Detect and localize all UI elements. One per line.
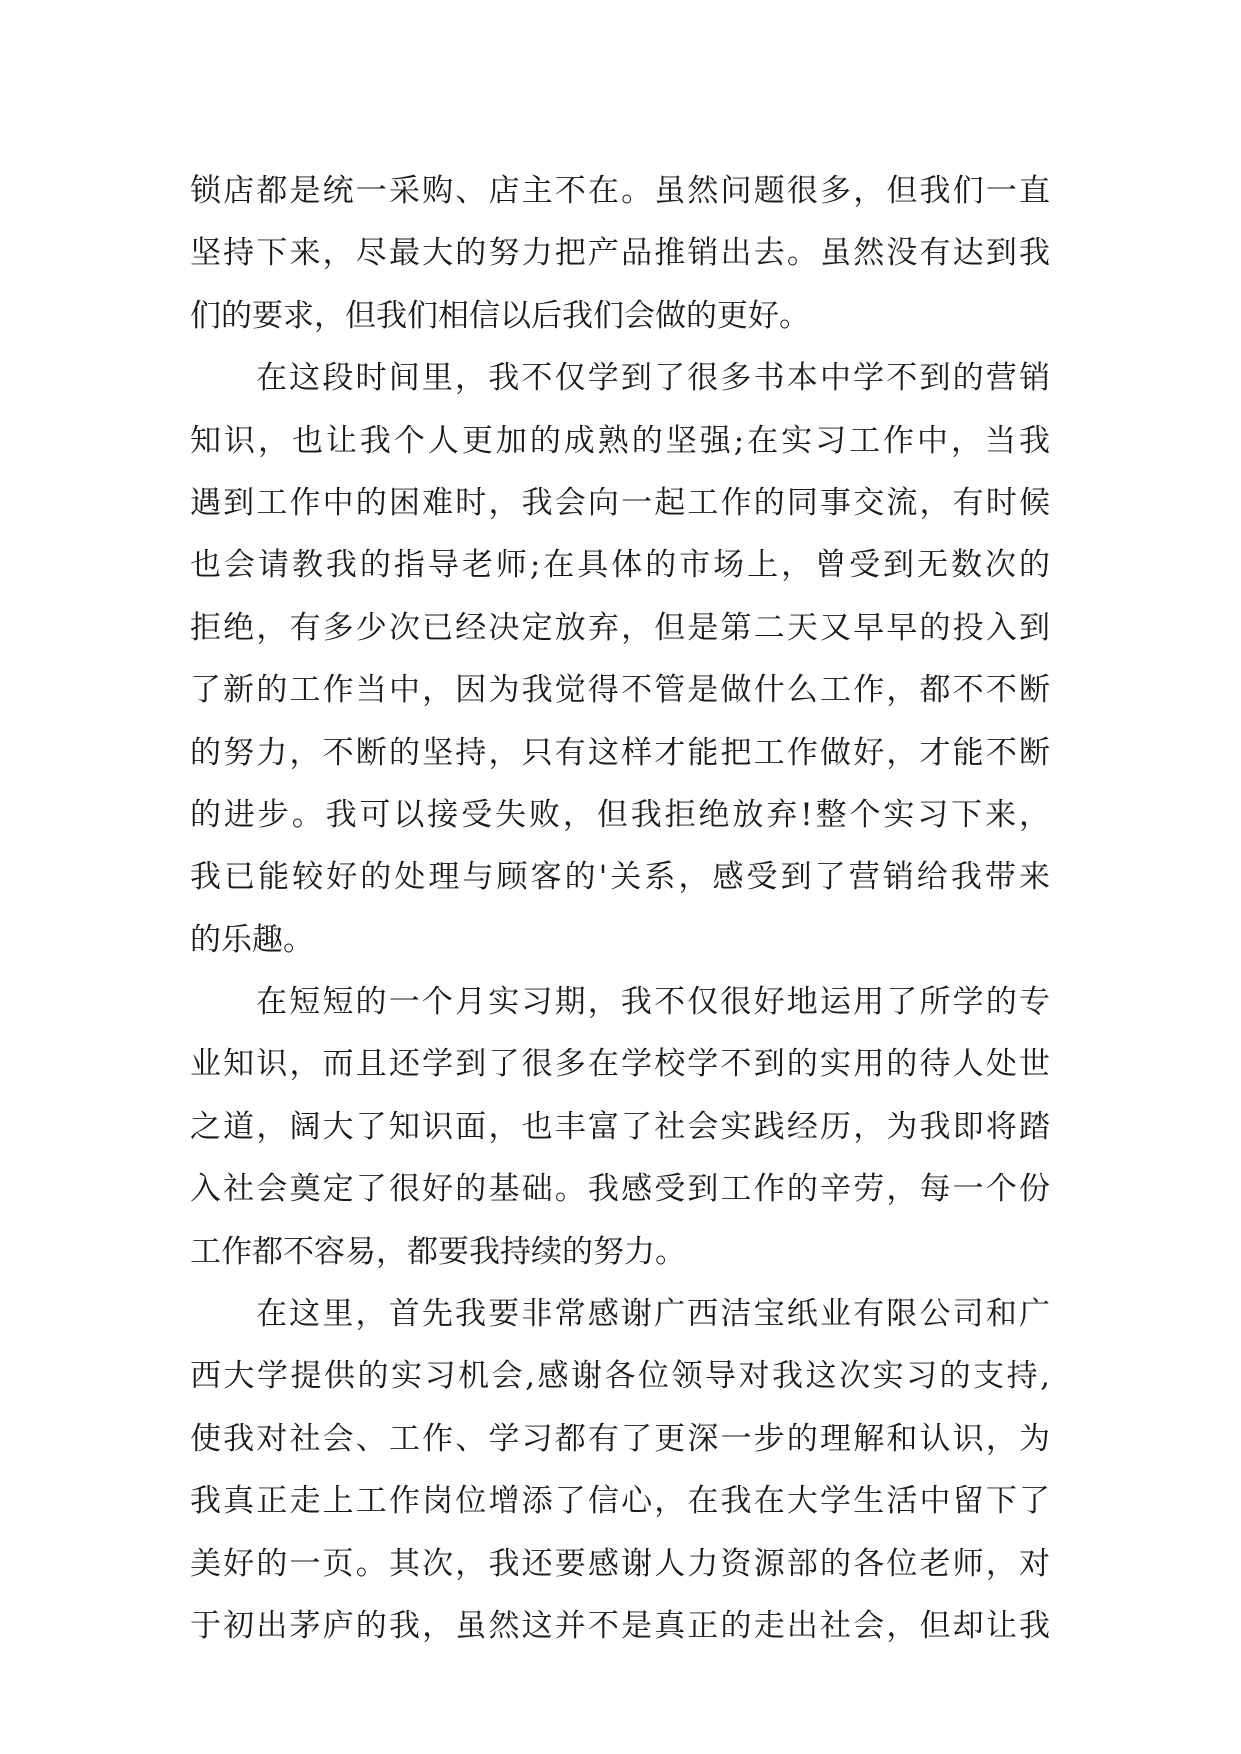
text-line: 于初出茅庐的我，虽然这并不是真正的走出社会，但却让我	[190, 1607, 1050, 1644]
text-line: 们的要求，但我们相信以后我们会做的更好。	[190, 297, 810, 334]
body-text	[190, 160, 1050, 1657]
text-line: 知识，也让我个人更加的成熟的坚强;在实习工作中，当我	[190, 422, 1050, 459]
text-line: 美好的一页。其次，我还要感谢人力资源部的各位老师，对	[190, 1545, 1050, 1582]
text-line: 遇到工作中的困难时，我会向一起工作的同事交流，有时候	[190, 484, 1050, 521]
paragraph-first-line: 在这段时间里，我不仅学到了很多书本中学不到的营销	[256, 360, 1050, 397]
text-line: 拒绝，有多少次已经决定放弃，但是第二天又早早的投入到	[190, 609, 1050, 646]
text-line: 锁店都是统一采购、店主不在。虽然问题很多，但我们一直	[190, 173, 1050, 209]
text-line: 我真正走上工作岗位增添了信心，在我在大学生活中留下了	[190, 1483, 1050, 1520]
text-line: 工作都不容易，都要我持续的努力。	[190, 1233, 686, 1270]
paragraph-first-line: 在短短的一个月实习期，我不仅很好地运用了所学的专	[256, 984, 1050, 1021]
paragraph-first-line: 在这里，首先我要非常感谢广西洁宝纸业有限公司和广	[256, 1296, 1050, 1333]
text-line: 的乐趣。	[190, 921, 314, 958]
text-line: 业知识，而且还学到了很多在学校学不到的实用的待人处世	[190, 1046, 1050, 1083]
text-line: 入社会奠定了很好的基础。我感受到工作的辛劳，每一个份	[190, 1171, 1050, 1208]
text-line: 坚持下来，尽最大的努力把产品推销出去。虽然没有达到我	[190, 235, 1050, 272]
text-line: 西大学提供的实习机会,感谢各位领导对我这次实习的支持,	[190, 1358, 1050, 1395]
text-line: 了新的工作当中，因为我觉得不管是做什么工作，都不不断	[190, 672, 1050, 709]
text-line: 使我对社会、工作、学习都有了更深一步的理解和认识，为	[190, 1420, 1050, 1457]
text-line: 也会请教我的指导老师;在具体的市场上，曾受到无数次的	[190, 547, 1050, 584]
text-line: 我已能较好的处理与顾客的'关系，感受到了营销给我带来	[190, 859, 1050, 896]
text-line: 的进步。我可以接受失败，但我拒绝放弃!整个实习下来，	[190, 796, 1050, 833]
text-line: 之道，阔大了知识面，也丰富了社会实践经历，为我即将踏	[190, 1108, 1050, 1145]
text-line: 的努力，不断的坚持，只有这样才能把工作做好，才能不断	[190, 734, 1050, 771]
